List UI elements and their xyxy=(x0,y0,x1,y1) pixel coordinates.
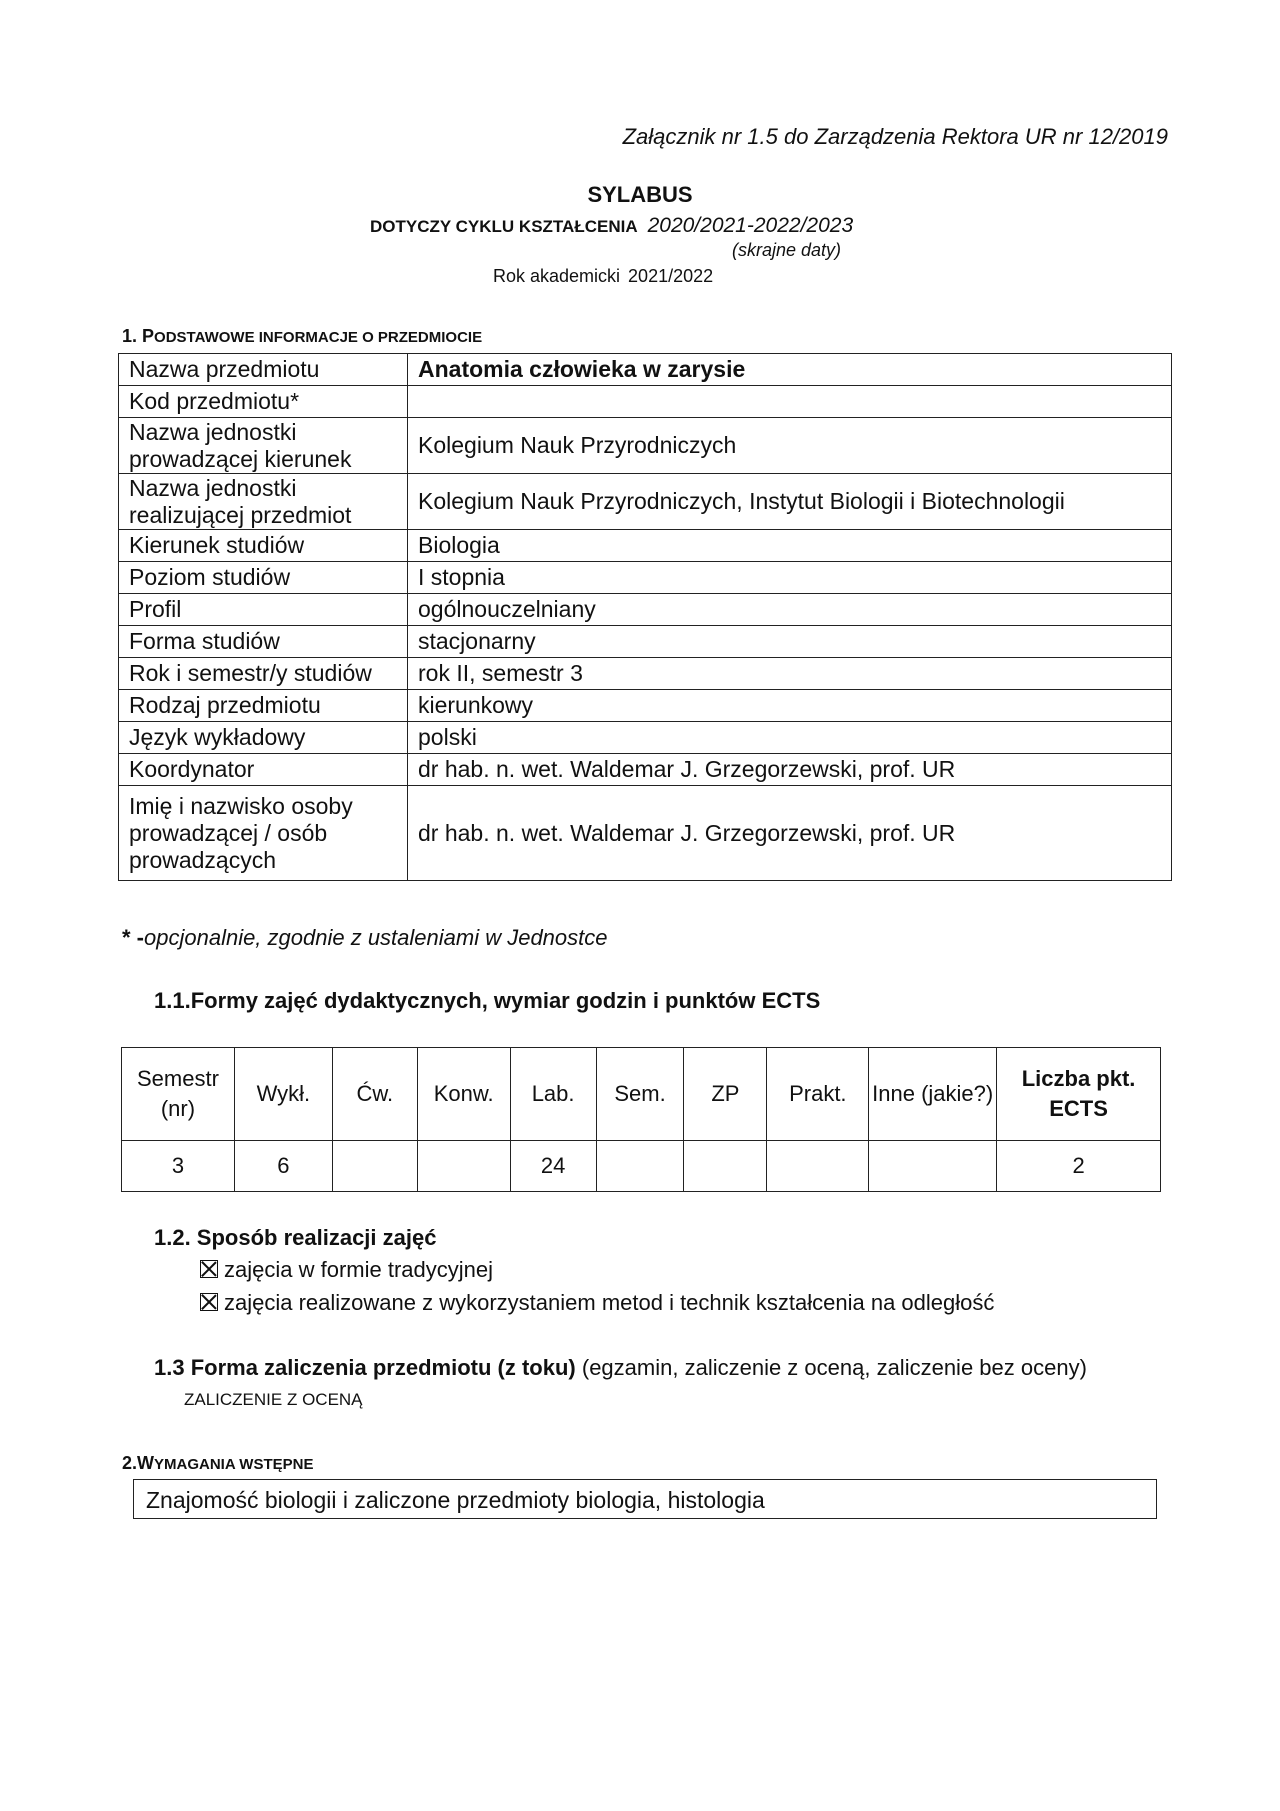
table-cell: 2 xyxy=(997,1141,1161,1192)
info-key: Nazwa jednostki prowadzącej kierunek xyxy=(119,418,408,474)
footnote xyxy=(122,925,608,951)
academic-year-label: Rok akademicki xyxy=(493,266,621,286)
col-header: Liczba pkt. ECTS xyxy=(997,1048,1161,1141)
table-row xyxy=(119,722,1172,754)
table-cell xyxy=(684,1141,767,1192)
info-key: Kod przedmiotu* xyxy=(119,386,408,418)
table-row xyxy=(122,1141,1161,1192)
table-cell xyxy=(596,1141,684,1192)
col-header: Inne (jakie?) xyxy=(869,1048,997,1141)
table-cell xyxy=(417,1141,510,1192)
col-header: Prakt. xyxy=(767,1048,869,1141)
table-row xyxy=(119,658,1172,690)
info-value: rok II, semestr 3 xyxy=(408,658,1172,690)
table-cell: 3 xyxy=(122,1141,235,1192)
info-key: Poziom studiów xyxy=(119,562,408,594)
info-key: Język wykładowy xyxy=(119,722,408,754)
info-key: Imię i nazwisko osoby prowadzącej / osób prowadzących xyxy=(119,786,408,881)
table-cell xyxy=(767,1141,869,1192)
col-header: Konw. xyxy=(417,1048,510,1141)
info-key: Rodzaj przedmiotu xyxy=(119,690,408,722)
table-row xyxy=(119,562,1172,594)
section-1-3-note: (egzamin, zaliczenie z oceną, zaliczenie bez oceny) xyxy=(581,1355,1087,1380)
info-key: Nazwa jednostki realizującej przedmiot xyxy=(119,474,408,530)
section-1-number: 1. P xyxy=(122,326,155,346)
table-cell: 24 xyxy=(510,1141,596,1192)
forms-hours-table xyxy=(121,1047,1161,1192)
table-cell xyxy=(332,1141,417,1192)
info-value xyxy=(408,386,1172,418)
course-info-table xyxy=(118,353,1172,881)
table-row xyxy=(119,386,1172,418)
col-header: Sem. xyxy=(596,1048,684,1141)
section-1-3-title: 1.3 Forma zaliczenia przedmiotu (z toku) xyxy=(154,1355,576,1380)
info-key: Forma studiów xyxy=(119,626,408,658)
table-row xyxy=(119,786,1172,881)
info-value: Kolegium Nauk Przyrodniczych xyxy=(408,418,1172,474)
info-value: kierunkowy xyxy=(408,690,1172,722)
col-header: Ćw. xyxy=(332,1048,417,1141)
info-value: dr hab. n. wet. Waldemar J. Grzegorzewski, prof. UR xyxy=(408,754,1172,786)
academic-year-value: 2021/2022 xyxy=(628,266,714,286)
col-header: ZP xyxy=(684,1048,767,1141)
info-key: Profil xyxy=(119,594,408,626)
assessment-form: ZALICZENIE Z OCENĄ xyxy=(184,1390,363,1409)
table-row xyxy=(119,474,1172,530)
footnote-text: opcjonalnie, zgodnie z ustaleniami w Jednostce xyxy=(144,925,608,950)
info-value: polski xyxy=(408,722,1172,754)
col-header: Semestr (nr) xyxy=(122,1048,235,1141)
table-row xyxy=(119,754,1172,786)
table-header-row xyxy=(122,1048,1161,1141)
academic-year xyxy=(493,266,713,287)
section-1-1-heading: 1.1.Formy zajęć dydaktycznych, wymiar godzin i punktów ECTS xyxy=(154,988,821,1013)
section-1-2-heading: 1.2. Sposób realizacji zajęć xyxy=(154,1225,437,1250)
table-cell xyxy=(869,1141,997,1192)
table-cell: 6 xyxy=(234,1141,332,1192)
section-2-title: YMAGANIA WSTĘPNE xyxy=(154,1456,314,1473)
page-title: SYLABUS xyxy=(587,182,693,207)
section-1-title: ODSTAWOWE INFORMACJE O PRZEDMIOCIE xyxy=(154,329,483,346)
option-label: zajęcia w formie tradycyjnej xyxy=(224,1257,493,1282)
table-row xyxy=(119,626,1172,658)
info-key: Rok i semestr/y studiów xyxy=(119,658,408,690)
col-header: Lab. xyxy=(510,1048,596,1141)
table-row xyxy=(119,690,1172,722)
section-2-number: 2.W xyxy=(122,1453,155,1473)
cycle-label: DOTYCZY CYKLU KSZTAŁCENIA xyxy=(370,217,638,236)
info-value: I stopnia xyxy=(408,562,1172,594)
table-row xyxy=(119,354,1172,386)
info-key: Kierunek studiów xyxy=(119,530,408,562)
option-label: zajęcia realizowane z wykorzystaniem metod i technik kształcenia na odległość xyxy=(224,1290,995,1315)
info-value: stacjonarny xyxy=(408,626,1172,658)
annex-reference: Załącznik nr 1.5 do Zarządzenia Rektora UR nr 12/2019 xyxy=(622,124,1168,149)
col-header: Wykł. xyxy=(234,1048,332,1141)
cycle-note: (skrajne daty) xyxy=(732,240,842,260)
checked-box-icon[interactable] xyxy=(200,1260,218,1278)
info-value: Kolegium Nauk Przyrodniczych, Instytut Biologii i Biotechnologii xyxy=(408,474,1172,530)
footnote-marker: * - xyxy=(122,925,144,950)
info-value: dr hab. n. wet. Waldemar J. Grzegorzewski, prof. UR xyxy=(408,786,1172,881)
section-2-heading xyxy=(122,1453,313,1474)
option-remote xyxy=(200,1290,994,1316)
info-value: ogólnouczelniany xyxy=(408,594,1172,626)
option-traditional xyxy=(200,1257,493,1283)
prerequisites-box: Znajomość biologii i zaliczone przedmioty biologia, histologia xyxy=(133,1479,1157,1519)
info-value: Anatomia człowieka w zarysie xyxy=(408,354,1172,386)
checked-box-icon[interactable] xyxy=(200,1293,218,1311)
cycle-line xyxy=(370,214,853,238)
table-row xyxy=(119,530,1172,562)
section-1-heading xyxy=(122,326,482,347)
info-key: Nazwa przedmiotu xyxy=(119,354,408,386)
info-value: Biologia xyxy=(408,530,1172,562)
info-key: Koordynator xyxy=(119,754,408,786)
cycle-value: 2020/2021-2022/2023 xyxy=(647,214,854,237)
table-row xyxy=(119,594,1172,626)
section-1-3-heading xyxy=(154,1355,1087,1381)
table-row xyxy=(119,418,1172,474)
